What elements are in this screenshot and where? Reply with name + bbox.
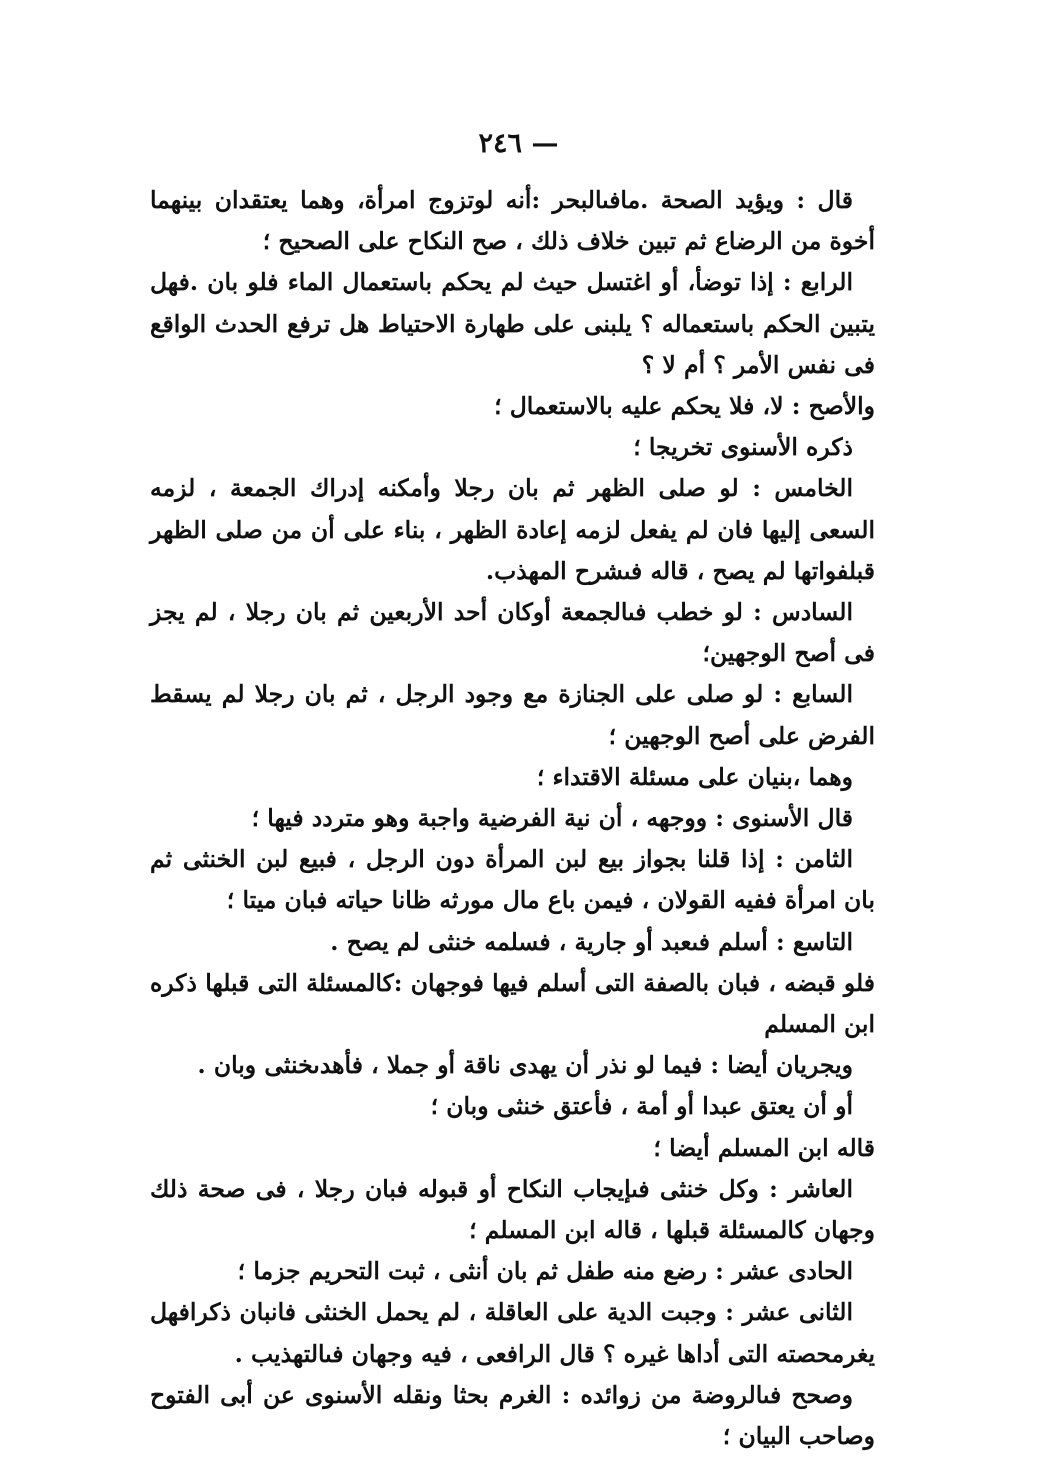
body-text: [150, 180, 875, 1457]
paragraph: أو أن يعتق عبدا أو أمة ، فأعتق خنثى وبان ؛: [430, 1092, 853, 1121]
paragraph: والأصح : لا، فلا يحكم عليه بالاستعمال ؛: [494, 392, 875, 421]
page-number: — ٢٤٦: [478, 128, 559, 159]
paragraph: الثامن : إذا قلنا بجواز بيع لبن المرأة دون الرجل ، فبيع لبن الخنثى ثم بان امرأة ففيه القولان ، فيمن باع مال مورثه ظانا حياته فبان ميتا ؛: [150, 845, 875, 915]
paragraph: التاسع : أسلم فىعبد أو جارية ، فسلمه خنثى لم يصح .: [330, 927, 853, 956]
paragraph: فلو قبضه ، فبان بالصفة التى أسلم فيها فوجهان :كالمسئلة التى قبلها ذكره ابن المسلم: [150, 968, 875, 1039]
paragraph: السابع : لو صلى على الجنازة مع وجود الرجل ، ثم بان رجلا لم يسقط الفرض على أصح الوجهين ؛: [150, 680, 875, 750]
paragraph: الرابع : إذا توضأ، أو اغتسل حيث لم يحكم باستعمال الماء فلو بان .فهل يتبين الحكم باستعماله ؟ يلبنى على طهارة الاحتياط هل ترفع الحدث الواقع فى نفس الأمر ؟ أم لا ؟: [150, 268, 875, 379]
paragraph: قال : ويؤيد الصحة .مافىالبحر :أنه لوتزوج امرأة، وهما يعتقدان بينهما أخوة من الرضاع ثم تبين خلاف ذلك ، صح النكاح على الصحيح ؛: [150, 186, 875, 256]
paragraph: قال الأسنوى : ووجهه ، أن نية الفرضية واجبة وهو متردد فيها ؛: [251, 804, 853, 833]
paragraph: وصحح فىالروضة من زوائده : الغرم بحثا ونقله الأسنوى عن أبى الفتوح وصاحب البيان ؛: [150, 1380, 875, 1451]
paragraph: ذكره الأسنوى تخريجا ؛: [633, 433, 853, 462]
paragraph: العاشر : وكل خنثى فىإيجاب النكاح أو قبوله فبان رجلا ، فى صحة ذلك وجهان كالمسئلة قبلها ، قاله ابن المسلم ؛: [150, 1174, 875, 1245]
paragraph: الثانى عشر : وجبت الدية على العاقلة ، لم يحمل الخنثى فانبان ذكرافهل يغرمحصته التى أداها غيره ؟ قال الرافعى ، فيه وجهان فىالتهذيب .: [150, 1298, 875, 1368]
paragraph: قاله ابن المسلم أيضا ؛: [653, 1133, 875, 1162]
paragraph: السادس : لو خطب فىالجمعة أوكان أحد الأربعين ثم بان رجلا ، لم يجز فى أصح الوجهين؛: [150, 598, 875, 668]
paragraph: ويجريان أيضا : فيما لو نذر أن يهدى ناقة أو جملا ، فأهدىخنثى وبان .: [197, 1051, 853, 1080]
paragraph: الخامس : لو صلى الظهر ثم بان رجلا وأمكنه إدراك الجمعة ، لزمه السعى إليها فان لم يفعل لزمه إعادة الظهر ، بناء على أن من صلى الظهر قبلفواتها لم يصح ، قاله فىشرح المهذب.: [150, 474, 875, 585]
paragraph: وهما ،بنيان على مسئلة الاقتداء ؛: [536, 762, 853, 791]
paragraph: الحادى عشر : رضع منه طفل ثم بان أنثى ، ثبت التحريم جزما ؛: [237, 1257, 853, 1286]
